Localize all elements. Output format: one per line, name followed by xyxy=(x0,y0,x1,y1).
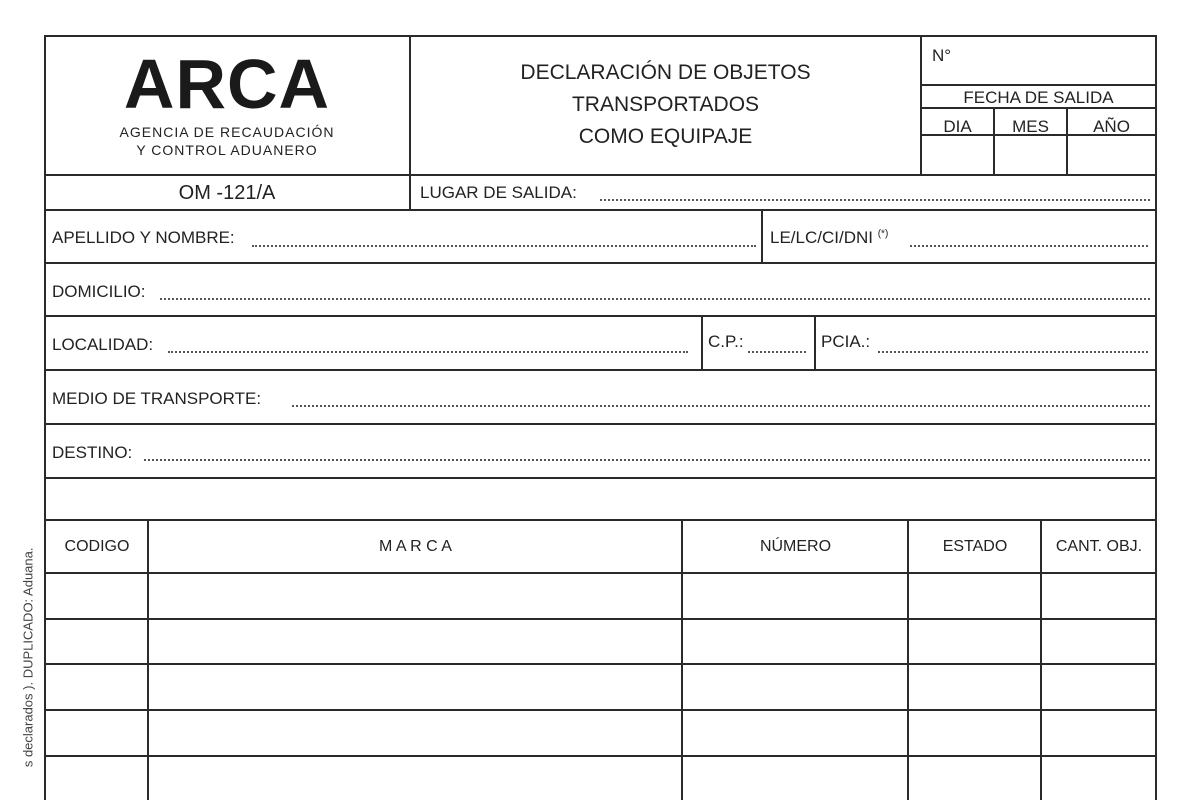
fecha-salida-label: FECHA DE SALIDA xyxy=(963,88,1114,107)
cp-field[interactable] xyxy=(748,351,806,353)
mes-field[interactable] xyxy=(995,136,1066,174)
col-numero: NÚMERO xyxy=(759,538,832,555)
apellido-label: APELLIDO Y NOMBRE: xyxy=(52,228,235,247)
documento-text: LE/LC/CI/DNI xyxy=(770,228,873,247)
domicilio-label: DOMICILIO: xyxy=(52,282,146,301)
anio-field[interactable] xyxy=(1068,136,1155,174)
dia-label: DIA xyxy=(943,117,972,136)
cp-label: C.P.: xyxy=(708,332,744,351)
col-estado: ESTADO xyxy=(942,538,1008,555)
logo-wordmark: ARCA xyxy=(123,45,331,123)
form-title-1: DECLARACIÓN DE OBJETOS xyxy=(520,61,811,84)
destino-label: DESTINO: xyxy=(52,443,133,462)
medio-transporte-label: MEDIO DE TRANSPORTE: xyxy=(52,389,262,408)
pcia-field[interactable] xyxy=(878,351,1148,353)
documento-field[interactable] xyxy=(910,245,1148,247)
localidad-field[interactable] xyxy=(168,351,688,353)
apellido-field[interactable] xyxy=(252,245,756,247)
form-title-3: COMO EQUIPAJE xyxy=(578,125,753,148)
dia-field[interactable] xyxy=(922,136,993,174)
documento-label xyxy=(770,228,888,248)
side-note: s declarados ). DUPLICADO: Aduana. xyxy=(20,547,36,768)
logo-subtitle-1: AGENCIA DE RECAUDACIÓN xyxy=(119,124,335,140)
localidad-label: LOCALIDAD: xyxy=(52,335,154,354)
col-codigo: CODIGO xyxy=(64,538,130,555)
domicilio-field[interactable] xyxy=(160,298,1150,300)
lugar-salida-field[interactable] xyxy=(600,199,1150,201)
lugar-salida-label: LUGAR DE SALIDA: xyxy=(420,183,577,202)
destino-field[interactable] xyxy=(144,459,1150,461)
col-cant-obj: CANT. OBJ. xyxy=(1055,538,1143,555)
mes-label: MES xyxy=(1012,117,1049,136)
numero-label: N° xyxy=(932,46,952,65)
form-title-2: TRANSPORTADOS xyxy=(571,93,760,116)
documento-note: (*) xyxy=(877,228,889,240)
anio-label: AÑO xyxy=(1093,117,1130,136)
logo-subtitle-2: Y CONTROL ADUANERO xyxy=(136,142,318,158)
col-marca: M A R C A xyxy=(379,538,452,555)
medio-transporte-field[interactable] xyxy=(292,405,1150,407)
form-code: OM -121/A xyxy=(178,182,276,204)
pcia-label: PCIA.: xyxy=(821,332,871,351)
